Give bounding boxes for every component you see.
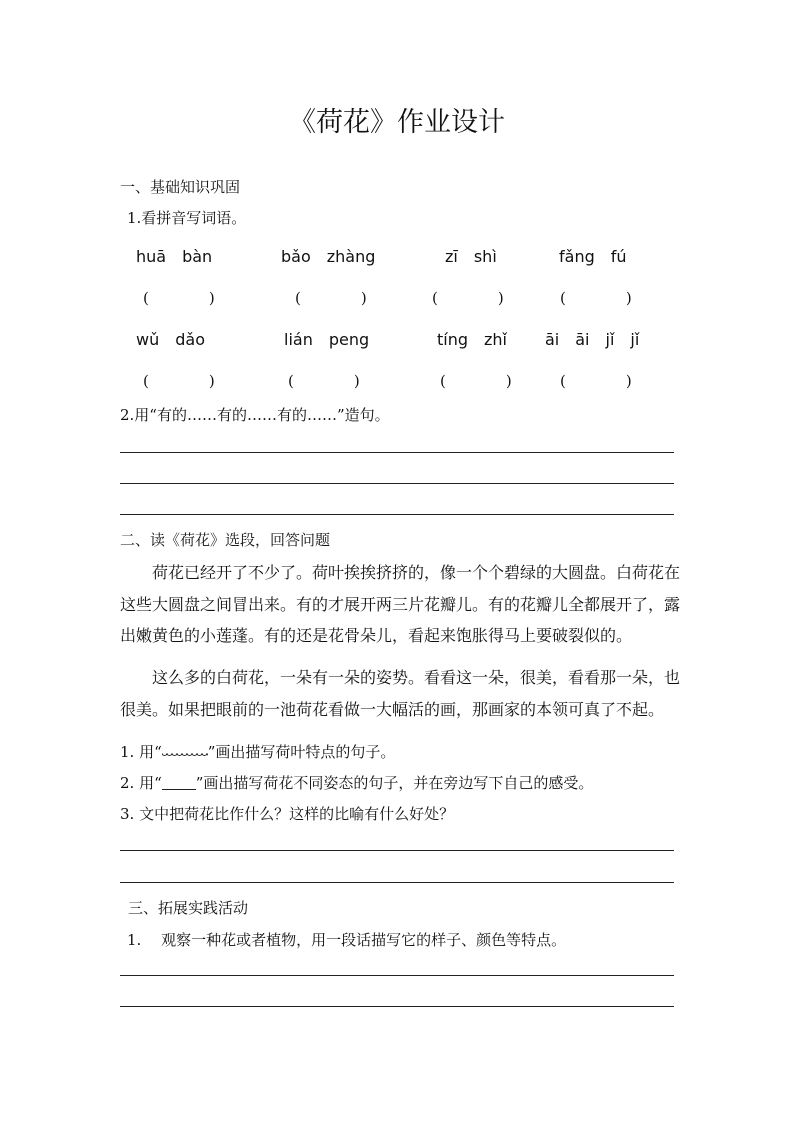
pinyin-2-4: āi āi jǐ jǐ — [545, 330, 640, 349]
section1-heading: 一、基础知识巩固 — [120, 178, 241, 196]
wavy-underline-mark — [162, 747, 208, 759]
pinyin-2-3: tíng zhǐ — [437, 330, 508, 349]
section2-q2-suffix: ”画出描写荷花不同姿态的句子，并在旁边写下自己的感受。 — [195, 774, 594, 792]
answer-bracket-1-4[interactable]: ( ) — [560, 289, 632, 307]
section1-q2: 2.用“有的……有的……有的……”造句。 — [120, 406, 390, 424]
pinyin-2-2: lián peng — [284, 330, 370, 349]
section2-q3: 3. 文中把荷花比作什么？这样的比喻有什么好处？ — [120, 805, 455, 823]
answer-line[interactable] — [120, 850, 674, 851]
section2-q1 — [120, 741, 395, 762]
pinyin-1-2: bǎo zhàng — [281, 247, 376, 266]
answer-bracket-1-1[interactable]: ( ) — [143, 289, 215, 307]
straight-underline-mark — [162, 777, 196, 790]
answer-line[interactable] — [120, 452, 674, 453]
answer-bracket-2-3[interactable]: ( ) — [440, 372, 512, 390]
section3-q1: 1. 观察一种花或者植物，用一段话描写它的样子、颜色等特点。 — [127, 931, 567, 949]
passage-para2-line1: 这么多的白荷花，一朵有一朵的姿势。看看这一朵，很美，看看那一朵，也 — [152, 668, 681, 687]
answer-bracket-2-1[interactable]: ( ) — [143, 372, 215, 390]
pinyin-1-1: huā bàn — [136, 247, 213, 266]
answer-bracket-1-2[interactable]: ( ) — [295, 289, 367, 307]
answer-bracket-1-3[interactable]: ( ) — [432, 289, 504, 307]
answer-bracket-2-2[interactable]: ( ) — [288, 372, 360, 390]
answer-line[interactable] — [120, 1006, 674, 1007]
answer-line[interactable] — [120, 514, 674, 515]
pinyin-1-3: zī shì — [445, 247, 497, 266]
passage-para1-line2: 这些大圆盘之间冒出来。有的才展开两三片花瓣儿。有的花瓣儿全都展开了，露 — [120, 595, 681, 614]
passage-para1-line1: 荷花已经开了不少了。荷叶挨挨挤挤的，像一个个碧绿的大圆盘。白荷花在 — [152, 563, 681, 582]
passage-para2-line2: 很美。如果把眼前的一池荷花看做一大幅活的画，那画家的本领可真了不起。 — [120, 700, 665, 719]
section2-q1-prefix: 1. 用“ — [120, 743, 162, 761]
answer-bracket-2-4[interactable]: ( ) — [560, 372, 632, 390]
answer-line[interactable] — [120, 483, 674, 484]
section2-q2 — [120, 772, 593, 793]
section2-q2-prefix: 2. 用“ — [120, 774, 162, 792]
section1-q1: 1.看拼音写词语。 — [127, 209, 247, 227]
pinyin-1-4: fǎng fú — [559, 247, 627, 266]
pinyin-2-1: wǔ dǎo — [136, 330, 205, 349]
answer-line[interactable] — [120, 975, 674, 976]
passage-para1-line3: 出嫩黄色的小莲蓬。有的还是花骨朵儿，看起来饱胀得马上要破裂似的。 — [120, 626, 633, 645]
section2-q1-suffix: ”画出描写荷叶特点的句子。 — [207, 743, 396, 761]
answer-line[interactable] — [120, 882, 674, 883]
section2-heading: 二、读《荷花》选段，回答问题 — [120, 531, 331, 549]
section3-heading: 三、拓展实践活动 — [128, 899, 249, 917]
page-title: 《荷花》作业设计 — [289, 107, 505, 138]
